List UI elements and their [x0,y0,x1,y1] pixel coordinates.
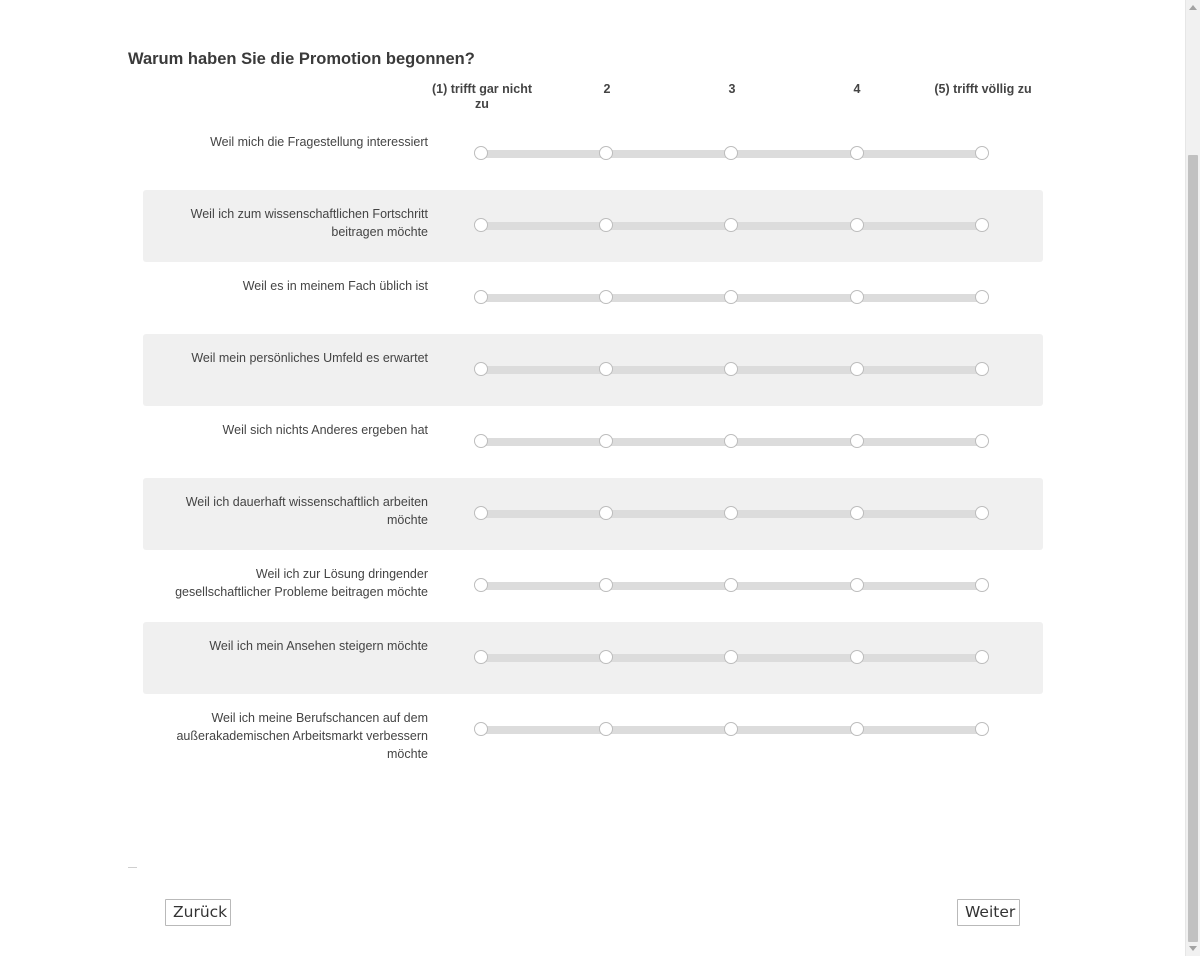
radio-option-3[interactable] [724,578,738,592]
matrix-row-label: Weil ich meine Berufschancen auf dem außerakademischen Arbeitsmarkt verbessern möchte [176,711,428,758]
radio-option-3[interactable] [724,722,738,736]
scale-label-2: 2 [603,82,611,96]
next-button[interactable]: Weiter [957,899,1020,926]
radio-option-2[interactable] [599,218,613,232]
radio-option-2[interactable] [599,146,613,160]
radio-option-1[interactable] [474,722,488,736]
radio-option-2[interactable] [599,578,613,592]
radio-option-3[interactable] [724,290,738,304]
vertical-scrollbar[interactable] [1185,0,1200,956]
scale-label-4: 4 [853,82,861,96]
radio-option-2[interactable] [599,290,613,304]
matrix-row [143,190,1043,262]
question-title: Warum haben Sie die Promotion begonnen? [128,50,475,68]
matrix-row-label: Weil es in meinem Fach üblich ist [242,279,428,293]
radio-option-1[interactable] [474,434,488,448]
radio-option-4[interactable] [850,434,864,448]
radio-option-3[interactable] [724,218,738,232]
radio-option-4[interactable] [850,506,864,520]
scroll-down-arrow-icon[interactable] [1189,946,1197,951]
radio-option-4[interactable] [850,218,864,232]
matrix-row-label: Weil ich zur Lösung dringender gesellschaftlicher Probleme beitragen möchte [175,567,428,599]
radio-option-5[interactable] [975,650,989,664]
matrix-row-label: Weil mich die Fragestellung interessiert [210,135,428,149]
radio-option-2[interactable] [599,506,613,520]
matrix-row [143,262,1043,334]
radio-option-5[interactable] [975,362,989,376]
matrix-row [143,550,1043,622]
radio-option-5[interactable] [975,146,989,160]
radio-option-1[interactable] [474,506,488,520]
radio-option-3[interactable] [724,506,738,520]
radio-option-4[interactable] [850,146,864,160]
radio-option-5[interactable] [975,434,989,448]
radio-option-1[interactable] [474,650,488,664]
radio-option-2[interactable] [599,722,613,736]
radio-option-2[interactable] [599,650,613,664]
radio-option-5[interactable] [975,578,989,592]
scale-label-3: 3 [728,82,736,96]
scale-label-5: (5) trifft völlig zu [934,82,1032,96]
matrix-row [143,622,1043,694]
radio-option-4[interactable] [850,578,864,592]
radio-option-1[interactable] [474,578,488,592]
matrix-row-label: Weil sich nichts Anderes ergeben hat [222,423,428,437]
matrix-row-label: Weil ich mein Ansehen steigern möchte [209,639,428,653]
matrix-row-label: Weil ich zum wissenschaftlichen Fortschritt beitragen möchte [190,207,428,239]
scale-label-1: (1) trifft gar nicht zu [432,82,532,111]
matrix-row [143,694,1043,758]
radio-option-3[interactable] [724,146,738,160]
matrix-row [143,334,1043,406]
radio-option-3[interactable] [724,434,738,448]
radio-option-1[interactable] [474,290,488,304]
likert-matrix [143,118,1043,758]
radio-option-1[interactable] [474,146,488,160]
radio-option-2[interactable] [599,362,613,376]
divider [128,867,137,868]
back-button[interactable]: Zurück [165,899,231,926]
radio-option-3[interactable] [724,362,738,376]
radio-option-4[interactable] [850,650,864,664]
matrix-row [143,118,1043,190]
radio-option-2[interactable] [599,434,613,448]
matrix-row-label: Weil mein persönliches Umfeld es erwartet [191,351,428,365]
scale-header [0,82,1200,112]
matrix-row [143,406,1043,478]
radio-option-4[interactable] [850,362,864,376]
radio-option-5[interactable] [975,722,989,736]
radio-option-1[interactable] [474,362,488,376]
radio-option-5[interactable] [975,506,989,520]
radio-option-4[interactable] [850,290,864,304]
radio-option-1[interactable] [474,218,488,232]
scroll-thumb[interactable] [1188,155,1198,942]
matrix-row-label: Weil ich dauerhaft wissenschaftlich arbeiten möchte [185,495,428,527]
radio-option-5[interactable] [975,290,989,304]
matrix-row [143,478,1043,550]
radio-option-5[interactable] [975,218,989,232]
radio-option-3[interactable] [724,650,738,664]
radio-option-4[interactable] [850,722,864,736]
scroll-up-arrow-icon[interactable] [1189,5,1197,10]
